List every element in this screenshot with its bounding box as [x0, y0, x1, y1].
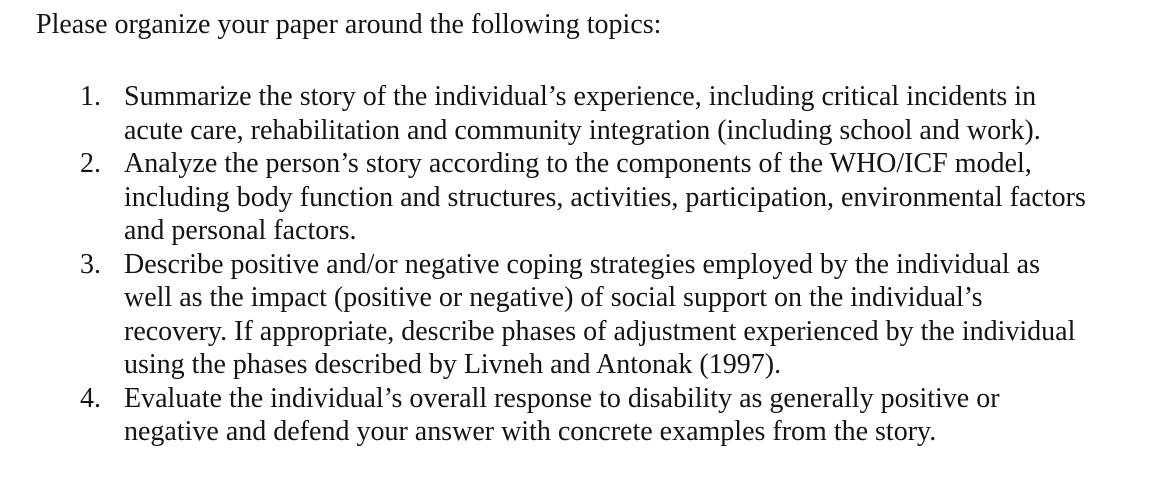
topic-number: 4.: [80, 382, 101, 414]
topic-line: including body function and structures, activities, participation, environmental factors: [124, 181, 1086, 213]
topic-item-3: [0, 248, 1170, 382]
topic-item-2: [0, 147, 1170, 248]
topic-number: 3.: [80, 248, 101, 280]
topic-line: using the phases described by Livneh and Antonak (1997).: [124, 349, 782, 380]
topic-line: and personal factors.: [124, 215, 357, 246]
topic-list: [0, 80, 1170, 449]
topic-number: 1.: [80, 81, 101, 112]
topic-line: Summarize the story of the individual’s experience, including critical incidents in: [124, 81, 1037, 112]
topic-number: 2.: [80, 148, 101, 179]
topic-line: negative and defend your answer with concrete examples from the story.: [124, 416, 937, 447]
topic-line: Describe positive and/or negative coping strategies employed by the individual as: [124, 248, 1040, 280]
topic-item-4: [0, 382, 1170, 449]
topic-line: Evaluate the individual’s overall response to disability as generally positive or: [124, 382, 1000, 414]
topic-item-1: [0, 80, 1170, 147]
topic-line: recovery. If appropriate, describe phases of adjustment experienced by the individual: [124, 315, 1076, 347]
intro-text: Please organize your paper around the following topics:: [36, 9, 662, 40]
topic-line: Analyze the person’s story according to the components of the WHO/ICF model,: [124, 148, 1032, 179]
topic-line: acute care, rehabilitation and community integration (including school and work).: [124, 114, 1041, 146]
topic-line: well as the impact (positive or negative) of social support on the individual’s: [124, 282, 983, 313]
